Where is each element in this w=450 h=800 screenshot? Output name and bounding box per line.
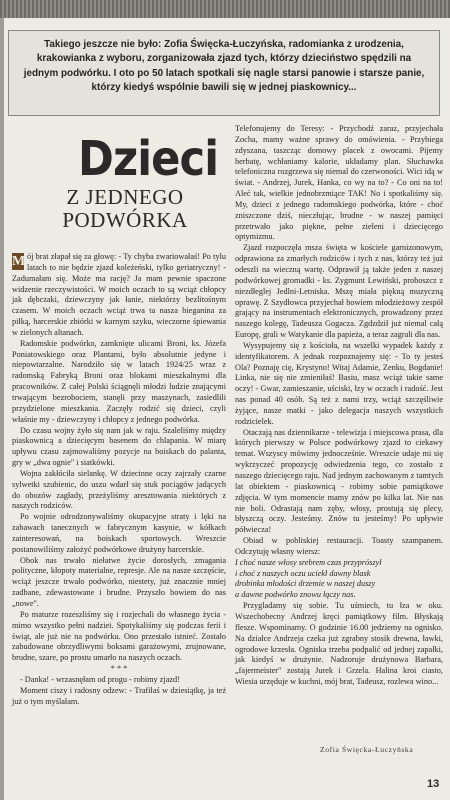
paragraph: Zjazd rozpoczęła msza święta w kościele garnizonowym, odprawiona za zmarłych rodziców i tych z nas, którzy też już odeszli na wieczną wartę. Odprawił ją także jeden z naszej podwórkowej gromadki - ks. Zygmunt Lewiński, proboszcz z niezdłeglej Jedlni-Letniska. Mszę miała piękną muzyczną oprawę. Z Szydłowca przyjechał bowiem młodzieżowy zespół grający na instrumentach elektronicznych, prowadzony przez naszego kolegę, Tadeusza Gogacza. Zgdzdził już niemal całą Europę, grali w Watykanie dla papieża, a teraz zagrali dla nas. bbox=[235, 243, 443, 340]
top-border bbox=[0, 0, 450, 18]
poem-line: drobinka młodości drzemie w naszej duszy bbox=[235, 579, 376, 589]
paragraph-text: ój brat złapał się za głowę: - Ty chyba zwariowałaś! Po tylu latach to nie będzie zjazd koleżeński, tylko geriatryczny! - Zadumałam się. Może ma rację? Ja mam pewnie spaczone widzenie rzeczywistości. W moich oczach to są wciąż chłopcy jak dębczaki, dziewczyny jak łanie, niektórzy bezlitośnym czasem. W moich oczach wciąż trwa ta nasza bieganina za piłką, harcerskie zbiórki w karnym szyku, wieczorne śpiewania w zielonych altanach. bbox=[12, 252, 226, 337]
paragraph: Telefonujemy do Teresy: - Przychodź zaraz, przyjechała Zocha, mamy ważne sprawy do omówienia. - Przybiega zdyszana, taszcząc domowy placek z owocami. Pijemy herbatę, wchłaniamy kalorie, układamy plan. Słuchawka telefoniczna rozgrzewa się niemal do czerwoności. Wici idą w świat. - Andrzej, Jurek, Hanka, co wy na to? - Co oni na to! Aleć tak, wielkie jednobrzmiące TAK! No i spotkaliśmy się. My, dzieci z jednego radomskiego podwórka, które - choć zniszczone dziś, nieczłując, brudne - w naszej pamięci przetrwało jako piękne, pełne zieleni i dziecięcego optymizmu. bbox=[235, 124, 443, 242]
paragraph: Przygladamy się sobie. Tu uśmiech, tu łza w oku. Wszechobecny Andrzej kręci pamiątkowy film. Błyskają flesze. Wspominamy. O godzinie 16.00 jedziemy na ognisko. Na działce Andrzeja czeka już zgrabny stosik drewna, ławki, ogrodowe krzesła. Ogniska trzeba podpalić od jednej zapałki, jak kiedyś w drużynie. Nadzoruje drużynowa Barbara, „fajermeister" zostają Jurek i Grzela. Halina kroi ciasto, Wiesia urzęduje w kuchni, mój brat, Tadeusz, rozlewa wino... bbox=[235, 601, 443, 687]
paragraph: Radomskie podwórko, zamknięte ulicami Broni, ks. Józefa Poniatowskiego oraz Plantami, było absolutnie jedyne i niepowtarzalne. Narodziło się w latach 1924/25 wraz z radomską Fabryką Broni oraz blokami mieszkalnymi dla pracowników. Z całej Polski ściągnęli młodzi ludzie znającymi trwającym bezrobociem, stanęli przy maszynach, zasiedlili przydzielone mieszkania. Zaczęły rodzić się dzieci, czyli właśnie my - dziewczyny i chłopcy z jednego podwórka. bbox=[12, 338, 226, 424]
paragraph: Wysypujemy się z kościoła, na wszelki wypadek każdy z identyfikatorem. A jednak rozpoznajemy się: - To ty jesteś Ola? Poznaję cię, Krystyno! Witaj Adamie, Zenku, Bogdanie! Linka, nie się nie zmieniłaś! Basiu, masz wciąż takie same oczy! - Gwar, zamieszanie, uściski, łzy w oczach i radość. Jest nas ponad 40 osób. Są też z nami trzy, wciąż szczęśliwie żyjące, nasze matki - jako delegacja naszych wszystkich rodzicielek. bbox=[235, 340, 443, 426]
lead-text: Takiego jeszcze nie było: Zofia Święcka-Łuczyńska, radomianka z urodzenia, krakowianka z wyboru, zorganizowała zjazd tych, którzy dzieciństwo spędzili na jednym podwórku. I oto po 50 latach spotkali się nagle starsi panowie i starsze panie, którzy kiedyś wspólnie bawili się w jednej piaskownicy... bbox=[23, 39, 425, 93]
paragraph: Obiad w pobliskiej restauracji. Toasty szampanem. Odczytuję własny wiersz: bbox=[235, 536, 443, 556]
drop-cap: M bbox=[12, 254, 26, 269]
page-number: 13 bbox=[427, 778, 440, 790]
paragraph: Do czasu wojny żyło się nam jak w raju. Szaleliśmy między piaskownicą a dziecięcym basenem do chlapania. W miarę upływu czasu zajmowaliśmy pozycje na boiskach do palanta, gry w „dwa ognie" i siatkówki. bbox=[12, 425, 226, 468]
right-column bbox=[235, 124, 443, 688]
article-subtitle bbox=[60, 186, 190, 232]
paragraph bbox=[12, 252, 226, 339]
poem-line: a dawne podwórko znowu łączy nas. bbox=[235, 590, 356, 600]
left-column bbox=[12, 252, 226, 707]
poem-line: i choć z naszych oczu uciekł dawny blask bbox=[235, 568, 371, 578]
lead-box bbox=[8, 30, 440, 116]
section-divider: * * * bbox=[110, 664, 128, 674]
subtitle-line-2: PODWÓRKA bbox=[62, 208, 188, 232]
author-signature: Zofia Święcka-Łuczyńska bbox=[320, 745, 414, 754]
paragraph: Wojna zakłóciła sielankę. W dziecinne oczy zajrzały czarne sylwetki szubienic, do uszu wdarł się stuk pociągów jadących do obozów zagłady, przeżyliśmy aresztowania niektórych z naszych rodziców. bbox=[12, 468, 226, 511]
subtitle-line-1: Z JEDNEGO bbox=[66, 185, 184, 209]
paragraph: Moment ciszy i radosny odzew: - Trafiłaś w dziesiątkę, ja też już o tym myślałam. bbox=[12, 685, 226, 706]
paragraph: Otaczają nas dziennikarze - telewizja i miejscowa prasa, dla których pierwszy w Polsce podwórkowy zjazd to ciekawy temat. Wszyscy mówimy jednocześnie. Wreszcie udaje mi się wykrzyczeć propozycję odwiedzenia tego, co zostało z naszego dziecięcego raju. Nad jednym zachowanym z tamtych lat obiektem - piaskownicą - robimy sobie pamiątkowe zdjęcia. W tym momencie mamy znów po kilka lat. Nie nas nie boli. Odrastają nam zęby, włosy, prostują się plecy, błyszczą oczy. Jesteśmy. Znów tu jesteśmy! Po upływie półwiecza! bbox=[235, 427, 443, 535]
page-fold-edge bbox=[0, 18, 4, 800]
paragraph: Po wojnie odrodzonywaliśmy okupacyjne straty i lęki na zabawach tanecznych w fabrycznym kasynie, w kółkach zainteresowań, na boiskach sportowych. Wreszcie postanowiliśmy założyć podwórkowe drużyny harcerskie. bbox=[12, 512, 226, 554]
paragraph: Po maturze rozeszliśmy się i rozjechali do własnego życia - mimo wszystko pełni nadziei. Spotykaliśmy się podczas ferii i świąt, ale już nie na podwórku. Ono przestało istnieć. Zostało zabudowane obrzydliwymi boksami garażowymi, zrujnowane, brudne, szare, po prostu umarło na naszych oczach. bbox=[12, 609, 226, 663]
poem-line: I choć nasze włosy srebrem czas przyprószył bbox=[235, 557, 382, 567]
paragraph: Obok nas trwało niełatwe życie dorosłych, zmagania polityczne, kłopoty materialne, represje. Ale na nasze szczęście, wciąż jeszcze trwało podwórko, niestety, już znacznie mniej zadbane, zdewastowane i brudne. Przyszło bowiem do nas „nowe". bbox=[12, 555, 226, 608]
paragraph: - Danka! - wrzasnęłam od progu - robimy zjazd! bbox=[20, 674, 180, 684]
article-title: Dzieci bbox=[78, 131, 219, 187]
